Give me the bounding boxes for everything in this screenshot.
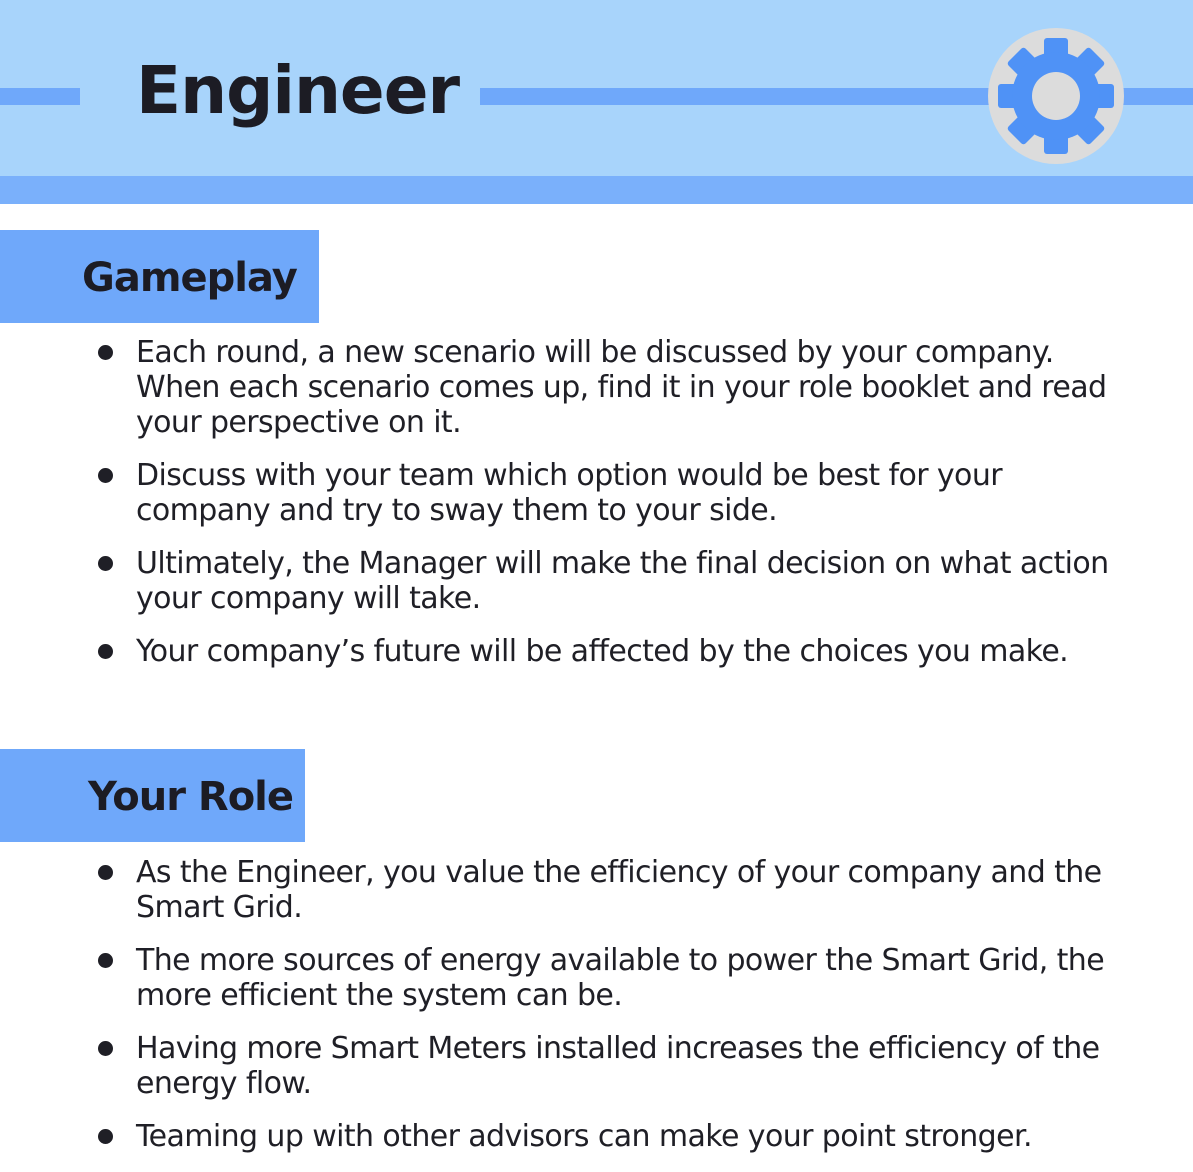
list-item-text: The more sources of energy available to power the Smart Grid, the more efficient the system can be. — [136, 943, 1105, 1013]
list-item — [0, 855, 1136, 925]
list-item — [0, 943, 1136, 1013]
page-title: Engineer — [136, 52, 459, 129]
bullet-icon — [98, 556, 113, 571]
header-bottom-bar — [0, 176, 1193, 204]
your-role-list — [0, 855, 1193, 1172]
list-item — [0, 634, 1136, 669]
list-item-text: Having more Smart Meters installed increases the efficiency of the energy flow. — [136, 1031, 1100, 1101]
gameplay-list — [0, 335, 1193, 687]
list-item — [0, 1119, 1136, 1154]
list-item — [0, 335, 1136, 440]
list-item — [0, 546, 1136, 616]
list-item-text: Your company’s future will be affected by the choices you make. — [136, 634, 1069, 669]
list-item — [0, 458, 1136, 528]
bullet-icon — [98, 1041, 113, 1056]
bullet-icon — [98, 953, 113, 968]
list-item-text: As the Engineer, you value the efficiency of your company and the Smart Grid. — [136, 855, 1102, 925]
header-line-left — [0, 88, 80, 105]
list-item — [0, 1031, 1136, 1101]
bullet-icon — [98, 468, 113, 483]
section-heading-gameplay: Gameplay — [82, 255, 297, 301]
bullet-icon — [98, 345, 113, 360]
gear-icon — [988, 28, 1124, 164]
bullet-icon — [98, 865, 113, 880]
section-heading-your-role: Your Role — [88, 774, 294, 820]
list-item-text: Teaming up with other advisors can make your point stronger. — [136, 1119, 1032, 1154]
list-item-text: Ultimately, the Manager will make the final decision on what action your company will take. — [136, 546, 1109, 616]
bullet-icon — [98, 1129, 113, 1144]
bullet-icon — [98, 644, 113, 659]
list-item-text: Each round, a new scenario will be discussed by your company. When each scenario comes up, find it in your role booklet and read your perspective on it. — [136, 335, 1107, 440]
list-item-text: Discuss with your team which option would be best for your company and try to sway them to your side. — [136, 458, 1002, 528]
